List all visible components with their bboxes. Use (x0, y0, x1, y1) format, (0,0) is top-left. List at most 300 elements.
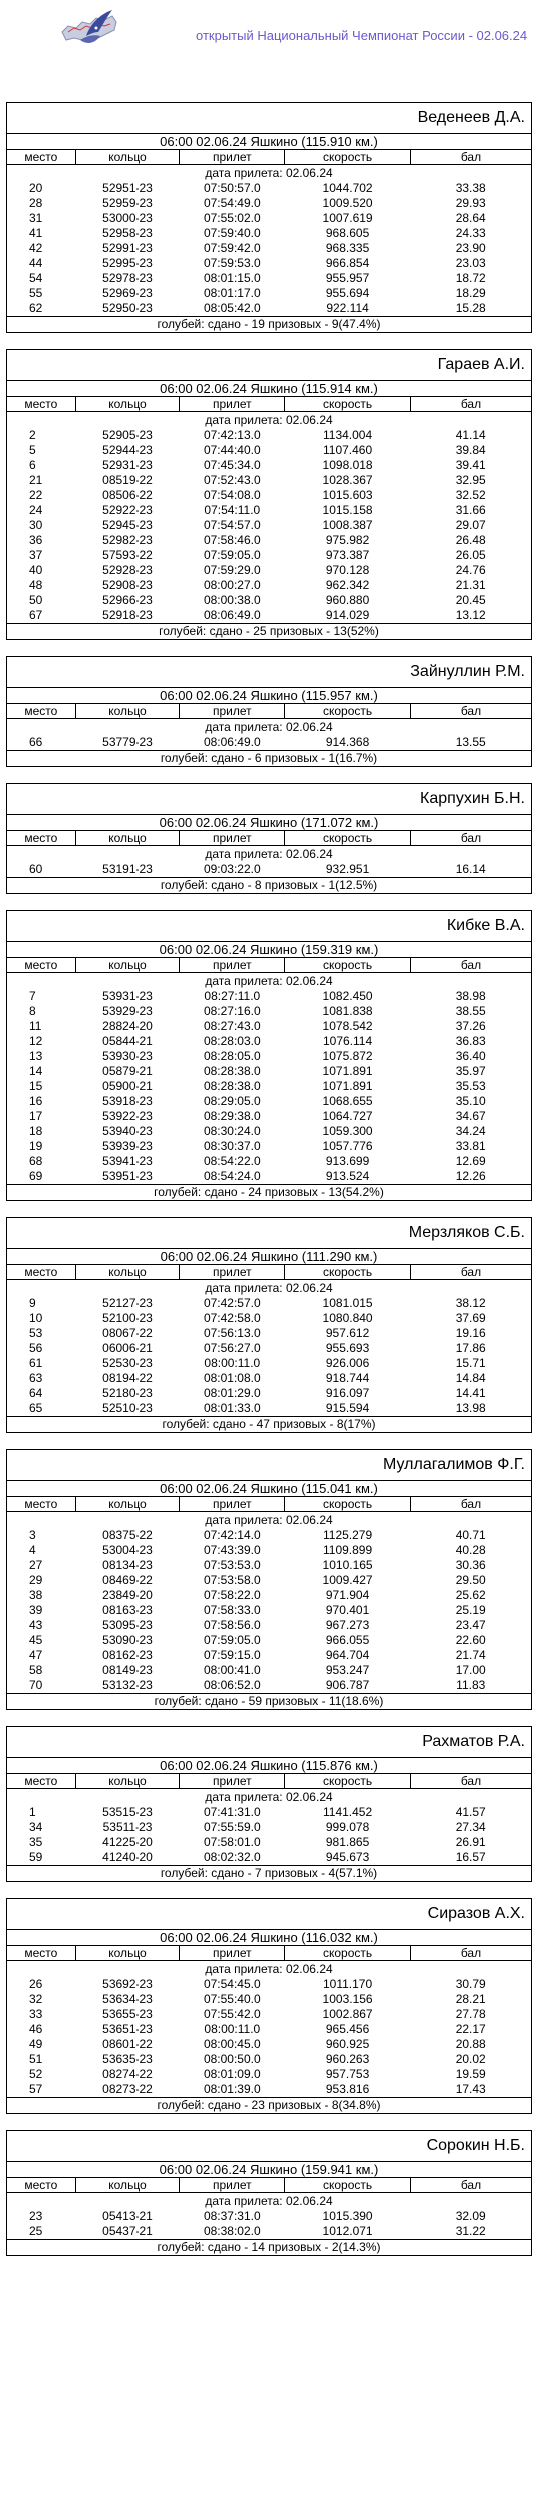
place-cell: 36 (29, 533, 43, 547)
speed-cell: 1002.867 (322, 2007, 373, 2021)
speed-cell: 1071.891 (322, 1064, 373, 1078)
column-header: бал (410, 704, 531, 719)
results-table (7, 1945, 531, 2097)
race-info: 06:00 02.06.24 Яшкино (171.072 км.) (7, 814, 531, 830)
column-header: бал (410, 1497, 531, 1512)
place-cell: 20 (29, 181, 43, 195)
score-cell: 15.28 (455, 301, 486, 315)
score-cell: 29.50 (455, 1573, 486, 1587)
table-row (7, 2007, 531, 2022)
ring-cell: 08506-22 (102, 488, 153, 502)
ring-cell: 52982-23 (102, 533, 153, 547)
place-cell: 33 (29, 2007, 43, 2021)
table-header-row (7, 1774, 531, 1789)
score-cell: 28.21 (455, 1992, 486, 2006)
owner-name: Кибке В.А. (446, 917, 525, 934)
arrival-cell: 07:54:57.0 (203, 518, 261, 532)
ring-cell: 52931-23 (102, 458, 153, 472)
arrival-cell: 08:28:38.0 (203, 1079, 261, 1093)
table-row (7, 1109, 531, 1124)
place-cell: 10 (29, 1311, 43, 1325)
place-cell: 66 (29, 735, 43, 749)
column-header: скорость (285, 2178, 411, 2193)
table-row (7, 2037, 531, 2052)
table-row (7, 1296, 531, 1311)
score-cell: 18.29 (455, 286, 486, 300)
table-row (7, 1034, 531, 1049)
speed-cell: 962.342 (325, 578, 370, 592)
owner-name: Мерзляков С.Б. (408, 1224, 525, 1241)
ring-cell: 52958-23 (102, 226, 153, 240)
score-cell: 34.24 (455, 1124, 486, 1138)
table-row (7, 1094, 531, 1109)
column-header: место (7, 1265, 75, 1280)
arrival-cell: 07:58:56.0 (203, 1618, 261, 1632)
score-cell: 38.12 (455, 1296, 486, 1310)
arrival-date: дата прилета: 02.06.24 (205, 974, 333, 988)
arrival-cell: 08:37:31.0 (203, 2209, 261, 2223)
arrival-cell: 07:58:22.0 (203, 1588, 261, 1602)
column-header: кольцо (75, 831, 180, 846)
ring-cell: 08601-22 (102, 2037, 153, 2051)
ring-cell: 52978-23 (102, 271, 153, 285)
column-header: место (7, 397, 75, 412)
table-row (7, 1603, 531, 1618)
speed-cell: 1134.004 (322, 428, 373, 442)
arrival-cell: 08:29:38.0 (203, 1109, 261, 1123)
ring-cell: 53929-23 (102, 1004, 153, 1018)
score-cell: 14.84 (455, 1371, 486, 1385)
place-cell: 68 (29, 1154, 43, 1168)
arrival-cell: 07:58:01.0 (203, 1835, 261, 1849)
speed-cell: 957.612 (325, 1326, 370, 1340)
score-cell: 39.41 (455, 458, 486, 472)
section-summary: голубей: сдано - 23 призовых - 8(34.8%) (7, 2097, 531, 2113)
place-cell: 59 (29, 1850, 43, 1864)
column-header: место (7, 704, 75, 719)
speed-cell: 1071.891 (322, 1079, 373, 1093)
column-header: кольцо (75, 1946, 180, 1961)
score-cell: 33.38 (455, 181, 486, 195)
section-summary: голубей: сдано - 14 призовых - 2(14.3%) (7, 2239, 531, 2255)
score-cell: 18.72 (455, 271, 486, 285)
place-cell: 5 (29, 443, 36, 457)
score-cell: 31.66 (455, 503, 486, 517)
arrival-cell: 08:01:09.0 (203, 2067, 261, 2081)
table-row (7, 1573, 531, 1588)
speed-cell: 913.699 (325, 1154, 370, 1168)
arrival-cell: 08:00:27.0 (203, 578, 261, 592)
place-cell: 45 (29, 1633, 43, 1647)
table-row (7, 1139, 531, 1154)
score-cell: 32.95 (455, 473, 486, 487)
table-row (7, 1678, 531, 1693)
ring-cell: 53191-23 (102, 862, 153, 876)
ring-cell: 06006-21 (102, 1341, 153, 1355)
score-cell: 27.78 (455, 2007, 486, 2021)
table-row (7, 256, 531, 271)
ring-cell: 53090-23 (102, 1633, 153, 1647)
table-row (7, 211, 531, 226)
arrival-cell: 08:02:32.0 (203, 1850, 261, 1864)
table-row (7, 1588, 531, 1603)
ring-cell: 23849-20 (102, 1588, 153, 1602)
results-table (7, 703, 531, 750)
score-cell: 31.22 (455, 2224, 486, 2238)
score-cell: 39.84 (455, 443, 486, 457)
column-header: скорость (285, 1265, 411, 1280)
ring-cell: 08163-23 (102, 1603, 153, 1617)
speed-cell: 1082.450 (322, 989, 373, 1003)
speed-cell: 1125.279 (322, 1528, 373, 1542)
arrival-cell: 08:06:49.0 (203, 735, 261, 749)
place-cell: 18 (29, 1124, 43, 1138)
table-row (7, 1154, 531, 1169)
ring-cell: 53692-23 (102, 1977, 153, 1991)
table-row (7, 533, 531, 548)
table-row (7, 2209, 531, 2224)
arrival-cell: 08:00:50.0 (203, 2052, 261, 2066)
arrival-date: дата прилета: 02.06.24 (205, 2194, 333, 2208)
place-cell: 50 (29, 593, 43, 607)
speed-cell: 966.055 (325, 1633, 370, 1647)
column-header: место (7, 1946, 75, 1961)
table-row (7, 1835, 531, 1850)
score-cell: 41.57 (455, 1805, 486, 1819)
arrival-cell: 07:54:11.0 (204, 503, 261, 517)
column-header: скорость (285, 831, 411, 846)
table-row (7, 226, 531, 241)
table-row (7, 1079, 531, 1094)
column-header: бал (410, 1774, 531, 1789)
table-row (7, 2082, 531, 2097)
arrival-cell: 08:05:42.0 (203, 301, 261, 315)
speed-cell: 1098.018 (322, 458, 373, 472)
speed-cell: 960.880 (325, 593, 370, 607)
column-header: прилет (180, 2178, 285, 2193)
table-row (7, 548, 531, 563)
speed-cell: 1009.520 (322, 196, 373, 210)
arrival-cell: 08:01:17.0 (203, 286, 261, 300)
owner-section (6, 102, 532, 333)
place-cell: 42 (29, 241, 43, 255)
speed-cell: 926.006 (325, 1356, 370, 1370)
owner-section (6, 1726, 532, 1882)
owner-section (6, 1898, 532, 2114)
speed-cell: 1141.452 (322, 1805, 373, 1819)
speed-cell: 1011.170 (322, 1977, 373, 1991)
place-cell: 38 (29, 1588, 43, 1602)
speed-cell: 916.097 (325, 1386, 370, 1400)
arrival-cell: 07:59:42.0 (203, 241, 261, 255)
table-row (7, 1401, 531, 1416)
place-cell: 19 (29, 1139, 43, 1153)
arrival-cell: 07:59:05.0 (203, 548, 261, 562)
place-cell: 21 (29, 473, 43, 487)
arrival-cell: 07:59:29.0 (203, 563, 261, 577)
column-header: бал (410, 397, 531, 412)
place-cell: 35 (29, 1835, 43, 1849)
score-cell: 23.03 (455, 256, 486, 270)
table-header-row (7, 704, 531, 719)
ring-cell: 52950-23 (102, 301, 153, 315)
speed-cell: 1012.071 (322, 2224, 373, 2238)
score-cell: 38.98 (455, 989, 486, 1003)
owner-section (6, 1449, 532, 1710)
race-info: 06:00 02.06.24 Яшкино (115.910 км.) (7, 133, 531, 149)
table-row (7, 518, 531, 533)
column-header: кольцо (75, 397, 180, 412)
arrival-date: дата прилета: 02.06.24 (205, 1513, 333, 1527)
place-cell: 9 (29, 1296, 36, 1310)
section-summary: голубей: сдано - 19 призовых - 9(47.4%) (7, 316, 531, 332)
arrival-cell: 08:00:11.0 (204, 1356, 261, 1370)
race-info: 06:00 02.06.24 Яшкино (115.876 км.) (7, 1757, 531, 1773)
owner-name: Рахматов Р.А. (422, 1733, 525, 1750)
arrival-date: дата прилета: 02.06.24 (205, 847, 333, 861)
race-info: 06:00 02.06.24 Яшкино (159.941 км.) (7, 2161, 531, 2177)
arrival-cell: 07:55:02.0 (203, 211, 261, 225)
score-cell: 13.12 (455, 608, 486, 622)
owner-name: Веденеев Д.А. (417, 109, 525, 126)
table-row (7, 608, 531, 623)
table-row (7, 2022, 531, 2037)
arrival-cell: 08:01:15.0 (203, 271, 261, 285)
results-table (7, 1264, 531, 1416)
speed-cell: 973.387 (325, 548, 370, 562)
table-row (7, 428, 531, 443)
score-cell: 33.81 (455, 1139, 486, 1153)
place-cell: 31 (29, 211, 43, 225)
speed-cell: 1081.838 (322, 1004, 373, 1018)
place-cell: 37 (29, 548, 43, 562)
score-cell: 27.34 (455, 1820, 486, 1834)
ring-cell: 52127-23 (102, 1296, 153, 1310)
arrival-cell: 08:28:38.0 (203, 1064, 261, 1078)
ring-cell: 41240-20 (102, 1850, 153, 1864)
ring-cell: 52510-23 (102, 1401, 153, 1415)
ring-cell: 53511-23 (102, 1820, 153, 1834)
score-cell: 12.69 (455, 1154, 486, 1168)
ring-cell: 52966-23 (102, 593, 153, 607)
ring-cell: 53655-23 (102, 2007, 153, 2021)
owner-section (6, 783, 532, 894)
table-row (7, 1618, 531, 1633)
score-cell: 35.10 (455, 1094, 486, 1108)
table-header-row (7, 2178, 531, 2193)
speed-cell: 953.247 (325, 1663, 370, 1677)
arrival-cell: 07:52:43.0 (203, 473, 261, 487)
score-cell: 21.74 (455, 1648, 486, 1662)
ring-cell: 08194-22 (102, 1371, 153, 1385)
score-cell: 36.83 (455, 1034, 486, 1048)
place-cell: 65 (29, 1401, 43, 1415)
ring-cell: 53779-23 (102, 735, 153, 749)
place-cell: 57 (29, 2082, 43, 2096)
race-info: 06:00 02.06.24 Яшкино (159.319 км.) (7, 941, 531, 957)
column-header: кольцо (75, 1265, 180, 1280)
ring-cell: 52530-23 (102, 1356, 153, 1370)
place-cell: 29 (29, 1573, 43, 1587)
place-cell: 6 (29, 458, 36, 472)
arrival-cell: 08:01:33.0 (203, 1401, 261, 1415)
speed-cell: 1068.655 (322, 1094, 373, 1108)
speed-cell: 932.951 (325, 862, 370, 876)
table-row (7, 1977, 531, 1992)
results-table (7, 957, 531, 1184)
ring-cell: 52100-23 (102, 1311, 153, 1325)
owner-section (6, 349, 532, 640)
score-cell: 22.17 (455, 2022, 486, 2036)
column-header: кольцо (75, 1497, 180, 1512)
arrival-date: дата прилета: 02.06.24 (205, 166, 333, 180)
table-row (7, 1326, 531, 1341)
column-header: бал (410, 150, 531, 165)
results-table (7, 2177, 531, 2239)
score-cell: 35.97 (455, 1064, 486, 1078)
ring-cell: 52180-23 (102, 1386, 153, 1400)
table-row (7, 2052, 531, 2067)
table-row (7, 1341, 531, 1356)
table-row (7, 578, 531, 593)
race-info: 06:00 02.06.24 Яшкино (115.914 км.) (7, 380, 531, 396)
speed-cell: 999.078 (325, 1820, 370, 1834)
ring-cell: 05879-21 (102, 1064, 153, 1078)
ring-cell: 53930-23 (102, 1049, 153, 1063)
score-cell: 35.53 (455, 1079, 486, 1093)
ring-cell: 52951-23 (102, 181, 153, 195)
table-row (7, 181, 531, 196)
speed-cell: 970.128 (325, 563, 370, 577)
race-info: 06:00 02.06.24 Яшкино (115.957 км.) (7, 687, 531, 703)
score-cell: 23.90 (455, 241, 486, 255)
speed-cell: 1028.367 (322, 473, 373, 487)
ring-cell: 52945-23 (102, 518, 153, 532)
table-row (7, 1558, 531, 1573)
place-cell: 4 (29, 1543, 36, 1557)
arrival-cell: 07:55:42.0 (203, 2007, 261, 2021)
ring-cell: 52928-23 (102, 563, 153, 577)
arrival-date: дата прилета: 02.06.24 (205, 720, 333, 734)
place-cell: 54 (29, 271, 43, 285)
place-cell: 30 (29, 518, 43, 532)
speed-cell: 1080.840 (322, 1311, 373, 1325)
place-cell: 28 (29, 196, 43, 210)
table-row (7, 1820, 531, 1835)
table-row (7, 1663, 531, 1678)
table-row (7, 503, 531, 518)
column-header: бал (410, 831, 531, 846)
ring-cell: 53931-23 (102, 989, 153, 1003)
arrival-cell: 08:28:03.0 (203, 1034, 261, 1048)
arrival-cell: 07:54:08.0 (203, 488, 261, 502)
place-cell: 34 (29, 1820, 43, 1834)
place-cell: 41 (29, 226, 43, 240)
arrival-cell: 08:00:11.0 (204, 2022, 261, 2036)
speed-cell: 915.594 (325, 1401, 370, 1415)
column-header: прилет (180, 1774, 285, 1789)
score-cell: 41.14 (455, 428, 486, 442)
place-cell: 67 (29, 608, 43, 622)
table-row (7, 1169, 531, 1184)
table-row (7, 1543, 531, 1558)
speed-cell: 1107.460 (322, 443, 373, 457)
speed-cell: 1015.390 (322, 2209, 373, 2223)
ring-cell: 08162-23 (102, 1648, 153, 1662)
section-summary: голубей: сдано - 25 призовых - 13(52%) (7, 623, 531, 639)
table-row (7, 458, 531, 473)
ring-cell: 05437-21 (102, 2224, 153, 2238)
table-row (7, 241, 531, 256)
score-cell: 12.26 (455, 1169, 486, 1183)
arrival-cell: 07:42:14.0 (203, 1528, 261, 1542)
arrival-cell: 08:54:24.0 (203, 1169, 261, 1183)
arrival-cell: 08:27:43.0 (203, 1019, 261, 1033)
arrival-cell: 08:27:11.0 (204, 989, 261, 1003)
table-row (7, 989, 531, 1004)
arrival-cell: 07:59:05.0 (203, 1633, 261, 1647)
owner-name: Сиразов А.Х. (427, 1905, 525, 1922)
arrival-cell: 07:55:40.0 (203, 1992, 261, 2006)
place-cell: 26 (29, 1977, 43, 1991)
arrival-cell: 08:30:37.0 (203, 1139, 261, 1153)
speed-cell: 960.263 (325, 2052, 370, 2066)
arrival-cell: 07:56:27.0 (203, 1341, 261, 1355)
place-cell: 48 (29, 578, 43, 592)
owner-name: Карпухин Б.Н. (420, 790, 525, 807)
place-cell: 27 (29, 1558, 43, 1572)
place-cell: 32 (29, 1992, 43, 2006)
ring-cell: 08375-22 (102, 1528, 153, 1542)
section-summary: голубей: сдано - 59 призовых - 11(18.6%) (7, 1693, 531, 1709)
table-row (7, 1992, 531, 2007)
score-cell: 32.52 (455, 488, 486, 502)
column-header: прилет (180, 397, 285, 412)
table-row (7, 1633, 531, 1648)
speed-cell: 914.029 (325, 608, 370, 622)
place-cell: 1 (29, 1805, 36, 1819)
table-row (7, 1004, 531, 1019)
arrival-cell: 08:29:05.0 (203, 1094, 261, 1108)
ring-cell: 05844-21 (102, 1034, 153, 1048)
speed-cell: 960.925 (325, 2037, 370, 2051)
place-cell: 51 (29, 2052, 43, 2066)
score-cell: 13.98 (455, 1401, 486, 1415)
ring-cell: 08274-22 (102, 2067, 153, 2081)
arrival-date: дата прилета: 02.06.24 (205, 1790, 333, 1804)
arrival-cell: 07:42:13.0 (203, 428, 261, 442)
score-cell: 20.45 (455, 593, 486, 607)
column-header: прилет (180, 831, 285, 846)
column-header: скорость (285, 397, 411, 412)
ring-cell: 53922-23 (102, 1109, 153, 1123)
ring-cell: 53000-23 (102, 211, 153, 225)
speed-cell: 981.865 (325, 1835, 370, 1849)
speed-cell: 906.787 (325, 1678, 370, 1692)
column-header: бал (410, 1946, 531, 1961)
race-info: 06:00 02.06.24 Яшкино (115.041 км.) (7, 1480, 531, 1496)
speed-cell: 968.605 (325, 226, 370, 240)
place-cell: 23 (29, 2209, 43, 2223)
speed-cell: 1064.727 (322, 1109, 373, 1123)
speed-cell: 945.673 (325, 1850, 370, 1864)
table-row (7, 473, 531, 488)
speed-cell: 918.744 (325, 1371, 370, 1385)
section-summary: голубей: сдано - 8 призовых - 1(12.5%) (7, 877, 531, 893)
ring-cell: 08469-22 (102, 1573, 153, 1587)
score-cell: 16.14 (455, 862, 486, 876)
ring-cell: 52995-23 (102, 256, 153, 270)
